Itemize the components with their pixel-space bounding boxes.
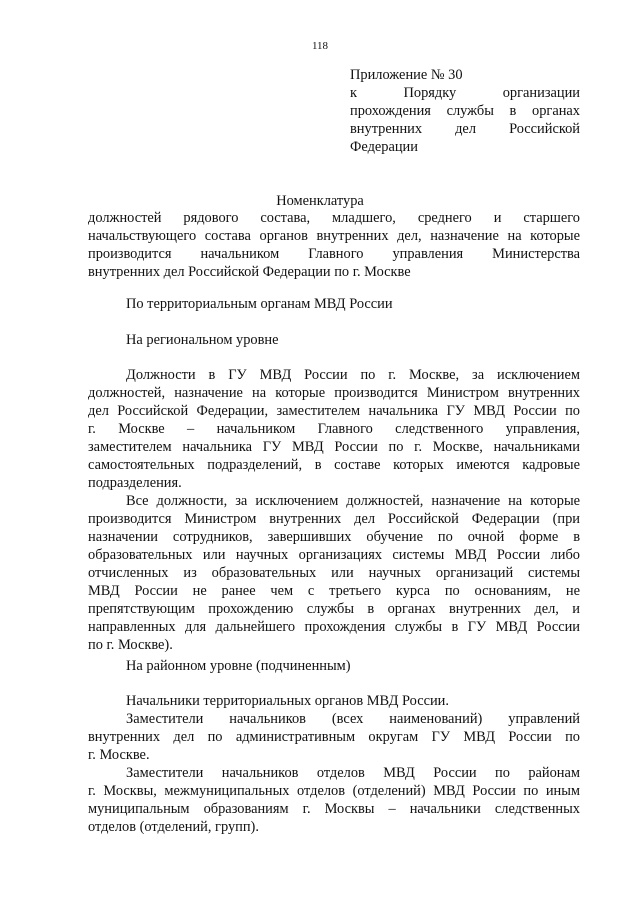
paragraph-1 [88,366,580,492]
intro-line: производится начальником Главного управления Министерства [88,246,580,262]
section-heading-regional: На региональном уровне [126,332,279,348]
appendix-line: внутренних дел Российской [350,121,580,137]
paragraph-line: Заместители начальников отделов МВД России по районам [126,765,580,781]
nomenclature-intro [88,209,580,281]
paragraph-line: самостоятельных подразделений, в составе которых имеются кадровые [88,457,580,473]
paragraph-line: подразделения. [88,475,182,491]
paragraph-line: Начальники территориальных органов МВД России. [126,693,449,709]
paragraph-line: Заместители начальников (всех наименований) управлений [126,711,580,727]
appendix-header [350,66,580,156]
paragraph-line: г. Москве – начальником Главного следственного управления, [88,421,580,437]
paragraph-line: должностей, назначение на которые производится Министром внутренних [88,385,580,401]
paragraph-4 [88,710,580,764]
page-number: 118 [311,40,329,52]
paragraph-line: заместителем начальника ГУ МВД России по г. Москве, начальниками [88,439,580,455]
paragraph-line: препятствующим прохождению службы в органах внутренних дел, и [88,601,580,617]
paragraph-2 [88,492,580,654]
appendix-line: Федерации [350,139,418,155]
paragraph-line: муниципальным образованиям г. Москвы – начальники следственных [88,801,580,817]
intro-line: начальствующего состава органов внутренних дел, назначение на которые [88,228,580,244]
appendix-line: Приложение № 30 [350,67,463,83]
paragraph-line: г. Москвы, межмуниципальных отделов (отделений) МВД России по иным [88,783,580,799]
paragraph-line: образовательных или научных организациях системы МВД России либо [88,547,580,563]
paragraph-line: отчисленных из образовательных или научных организаций системы [88,565,580,581]
appendix-line: к Порядку организации [350,85,580,101]
intro-line: внутренних дел Российской Федерации по г. Москве [88,264,411,280]
appendix-line: прохождения службы в органах [350,103,580,119]
paragraph-line: производится Министром внутренних дел Российской Федерации (при [88,511,580,527]
paragraph-line: МВД России не ранее чем с третьего курса по основаниям, не [88,583,580,599]
paragraph-3 [88,692,580,710]
section-heading-district: На районном уровне (подчиненным) [126,658,351,674]
paragraph-line: назначении сотрудников, завершивших обучение по очной форме в [88,529,580,545]
paragraph-line: г. Москве. [88,747,150,763]
paragraph-line: Должности в ГУ МВД России по г. Москве, за исключением [126,367,580,383]
nomenclature-title: Номенклатура [276,193,364,209]
paragraph-line: направленных для дальнейшего прохождения службы в ГУ МВД России [88,619,580,635]
paragraph-line: дел Российской Федерации, заместителем начальника ГУ МВД России по [88,403,580,419]
paragraph-line: Все должности, за исключением должностей, назначение на которые [126,493,580,509]
paragraph-5 [88,764,580,836]
paragraph-line: по г. Москве). [88,637,173,653]
paragraph-line: отделов (отделений, групп). [88,819,259,835]
section-heading-territorial: По территориальным органам МВД России [126,296,393,312]
intro-line: должностей рядового состава, младшего, среднего и старшего [88,210,580,226]
paragraph-line: внутренних дел по административным округам ГУ МВД России по [88,729,580,745]
